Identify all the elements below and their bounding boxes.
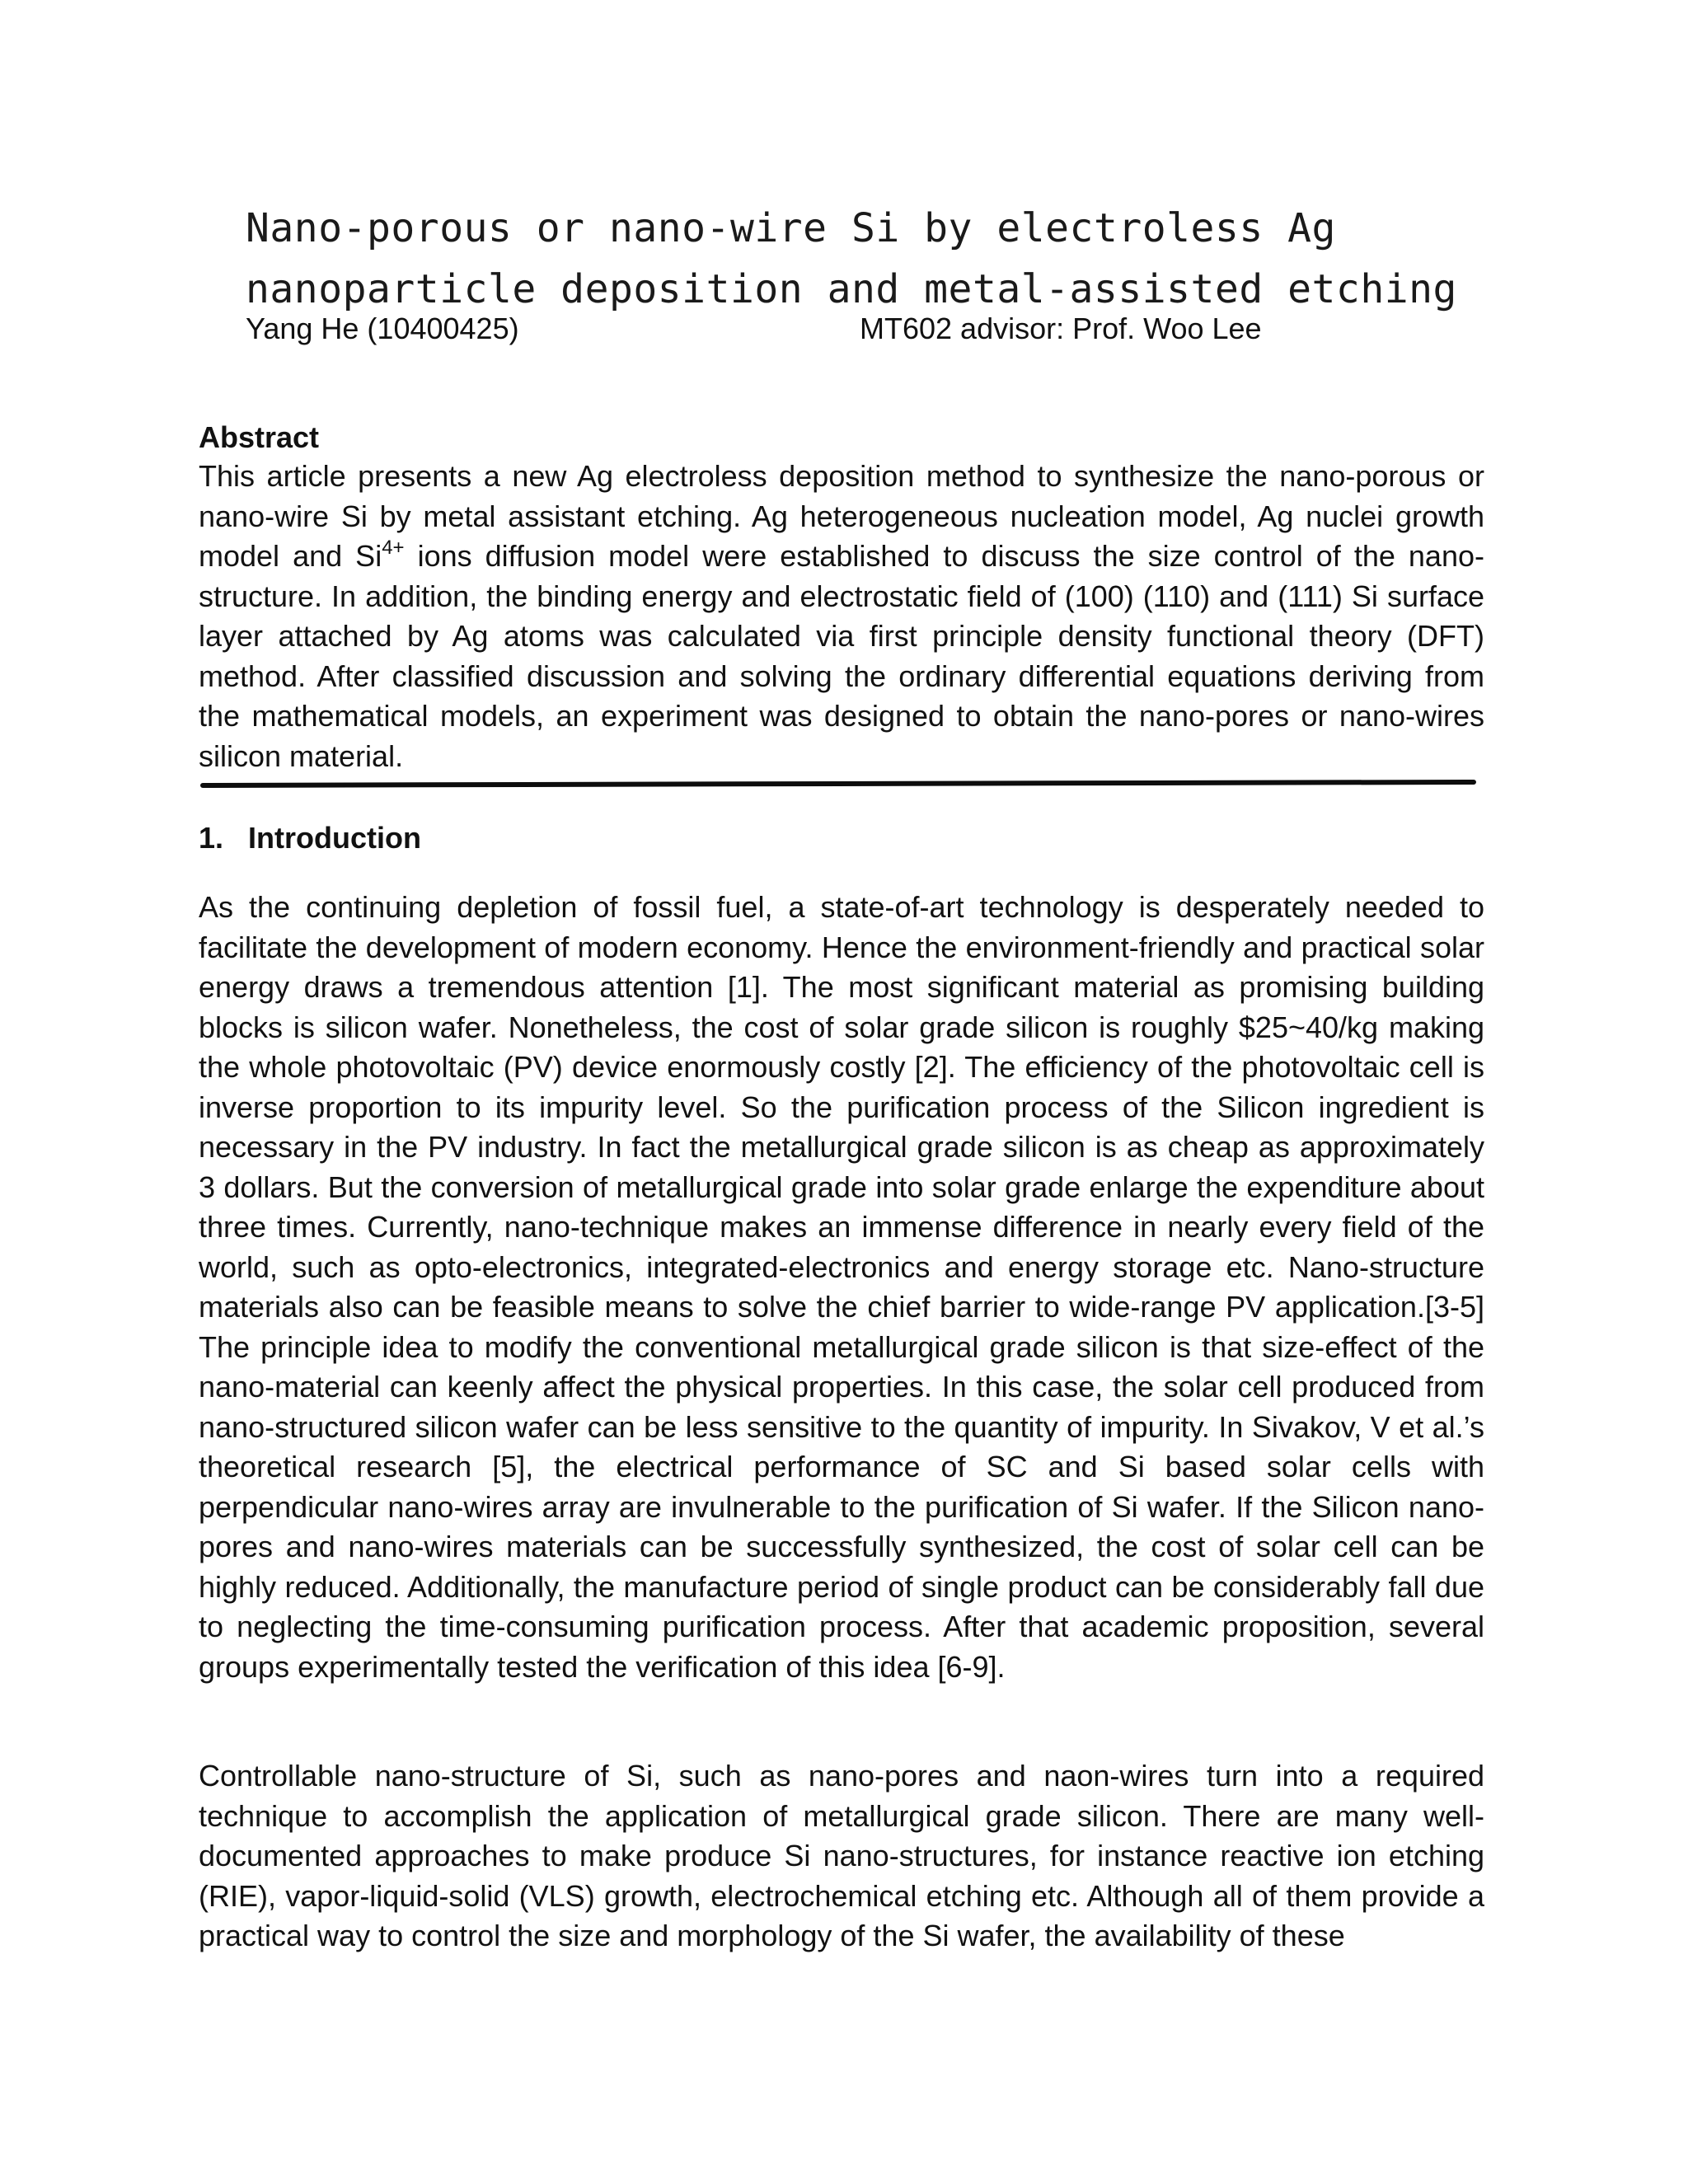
section-number: 1.	[199, 821, 224, 855]
section-title: Introduction	[248, 821, 421, 855]
abstract-text-part-1: This article presents a new Ag electroless deposition method to synthesize the nano-porous or nano-wire Si by metal assistant etching. Ag heterogeneous nucleation model, Ag nuclei growth model and Si	[199, 459, 1484, 573]
abstract-text	[199, 457, 1484, 776]
title-line-1: Nano-porous or nano-wire Si by electroless Ag	[246, 205, 1336, 251]
introduction-paragraph-1: As the continuing depletion of fossil fuel, a state-of-art technology is desperately needed to facilitate the development of modern economy. Hence the environment-friendly and practical solar energy draws a tremendous attention [1]. The most significant material as promising building blocks is silicon wafer. Nonetheless, the cost of solar grade silicon is roughly $25~40/kg making the whole photovoltaic (PV) device enormously costly [2]. The efficiency of the photovoltaic cell is inverse proportion to its impurity level. So the purification process of the Silicon ingredient is necessary in the PV industry. In fact the metallurgical grade silicon is as cheap as approximately 3 dollars. But the conversion of metallurgical grade into solar grade enlarge the expenditure about three times. Currently, nano-technique makes an immense difference in nearly every field of the world, such as opto-electronics, integrated-electronics and energy storage etc. Nano-structure materials also can be feasible means to solve the chief barrier to wide-range PV application.[3-5] The principle idea to modify the conventional metallurgical grade silicon is that size-effect of the nano-material can keenly affect the physical properties. In this case, the solar cell produced from nano-structured silicon wafer can be less sensitive to the quantity of impurity. In Sivakov, V et al.’s theoretical research [5], the electrical performance of SC and Si based solar cells with perpendicular nano-wires array are invulnerable to the purification of Si wafer. If the Silicon nano-pores and nano-wires materials can be successfully synthesized, the cost of solar cell can be highly reduced. Additionally, the manufacture period of single product can be considerably fall due to neglecting the time-consuming purification process. After that academic proposition, several groups experimentally tested the verification of this idea [6-9].	[199, 890, 1484, 1684]
paper-title	[246, 198, 1482, 320]
introduction-paragraph-2: Controllable nano-structure of Si, such as nano-pores and naon-wires turn into a required technique to accomplish the application of metallurgical grade silicon. There are many well-documented approaches to make produce Si nano-structures, for instance reactive ion etching (RIE), vapor-liquid-solid (VLS) growth, electrochemical etching etc. Although all of them provide a practical way to control the size and morphology of the Si wafer, the availability of these	[199, 1759, 1484, 1952]
section-divider	[200, 780, 1476, 788]
abstract-text-part-2: ions diffusion model were established to discuss the size control of the nano-structure. In addition, the binding energy and electrostatic field of (100) (110) and (111) Si surface layer attached by Ag atoms was calculated via first principle density functional theory (DFT) method. After classified discussion and solving the ordinary differential equations deriving from the mathematical models, an experiment was designed to obtain the nano-pores or nano-wires silicon material.	[199, 539, 1484, 773]
title-line-2: nanoparticle deposition and metal-assisted etching	[246, 266, 1457, 312]
abstract-heading: Abstract	[199, 420, 320, 454]
author-row	[246, 308, 1317, 349]
introduction-heading	[199, 818, 421, 859]
abstract-superscript: 4+	[382, 537, 405, 559]
advisor-info: MT602 advisor: Prof. Woo Lee	[860, 312, 1262, 345]
author-name: Yang He (10400425)	[246, 312, 519, 345]
